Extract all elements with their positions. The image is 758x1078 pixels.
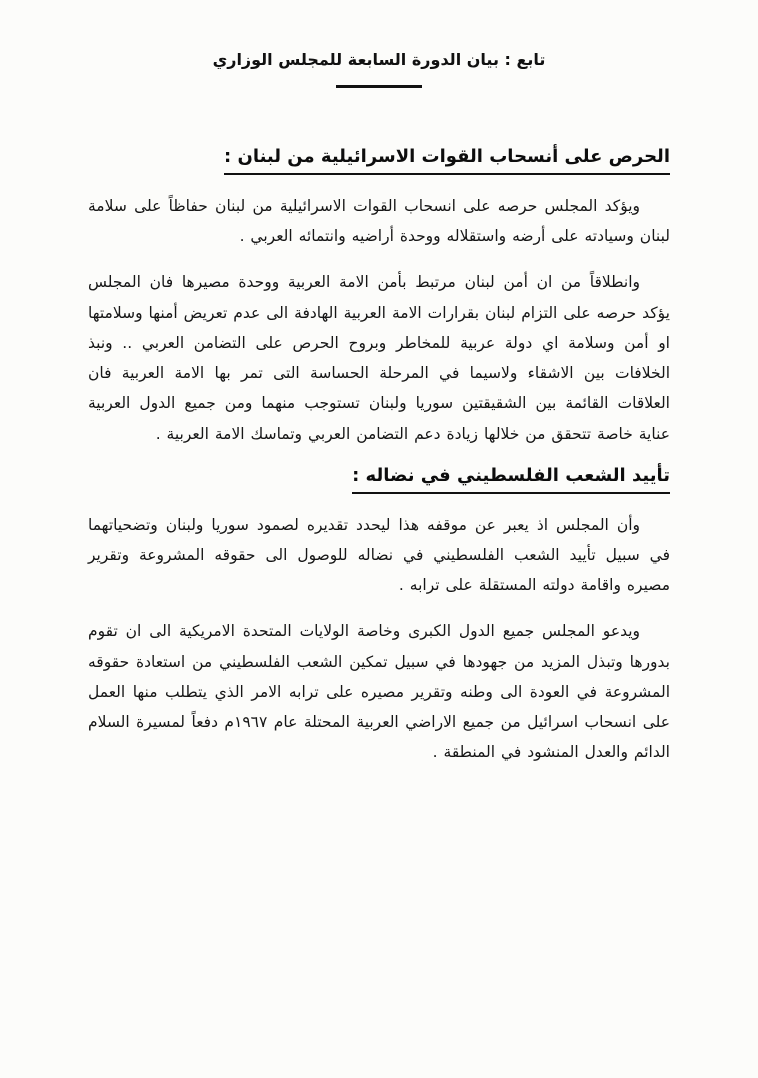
paragraph: ويدعو المجلس جميع الدول الكبرى وخاصة الولايات المتحدة الامريكية الى ان تقوم بدورها وتبذل المزيد من جهودها في سبيل تمكين الشعب الفلسطيني من استعادة حقوقه المشروعة في العودة الى وطنه وتقرير مصيره على ترابه الامر الذي يتطلب منها العمل على انسحاب اسرائيل من جميع الاراضي العربية المحتلة عام ١٩٦٧م دفعاً لمسيرة السلام الدائم والعدل المنشود في المنطقة . <box>88 622 670 762</box>
header-underline-divider <box>336 85 422 88</box>
section-israeli-withdrawal <box>88 146 670 449</box>
paragraph: وأن المجلس اذ يعبر عن موقفه هذا ليحدد تقديره لصمود سوريا ولبنان وتضحياتهما في سبيل تأييد الشعب الفلسطيني في نضاله للوصول الى حقوقه المشروعة وتقرير مصيره واقامة دولته المستقلة على ترابه . <box>88 515 670 595</box>
paragraph: وانطلاقاً من ان أمن لبنان مرتبط بأمن الامة العربية ووحدة مصيرها فان المجلس يؤكد حرصه على التزام لبنان بقرارات الامة العربية الهادفة الى عدم تعريض أمنها وسلامتها او أمن وسلامة اي دولة عربية للمخاطر وبروح الحرص على التضامن العربي .. ونبذ الخلافات بين الاشقاء ولاسيما في المرحلة الحساسة التى تمر بها الامة العربية فان العلاقات القائمة بين الشقيقتين سوريا ولبنان تستوجب منهما ومن جميع الدول العربية عناية خاصة تتحقق من خلالها زيادة دعم التضامن العربي وتماسك الامة العربية . <box>88 273 670 443</box>
page-header: تابع : بيان الدورة السابعة للمجلس الوزاري <box>212 50 546 69</box>
section-palestinian-support <box>88 465 670 768</box>
document-body <box>88 146 670 768</box>
paragraph: ويؤكد المجلس حرصه على انسحاب القوات الاسرائيلية من لبنان حفاظاً على سلامة لبنان وسيادته على أرضه واستقلاله ووحدة أراضيه وانتمائه العربي . <box>88 197 670 246</box>
section-heading: الحرص على أنسحاب القوات الاسرائيلية من لبنان : <box>224 146 670 175</box>
section-heading: تأييد الشعب الفلسطيني في نضاله : <box>352 465 670 494</box>
